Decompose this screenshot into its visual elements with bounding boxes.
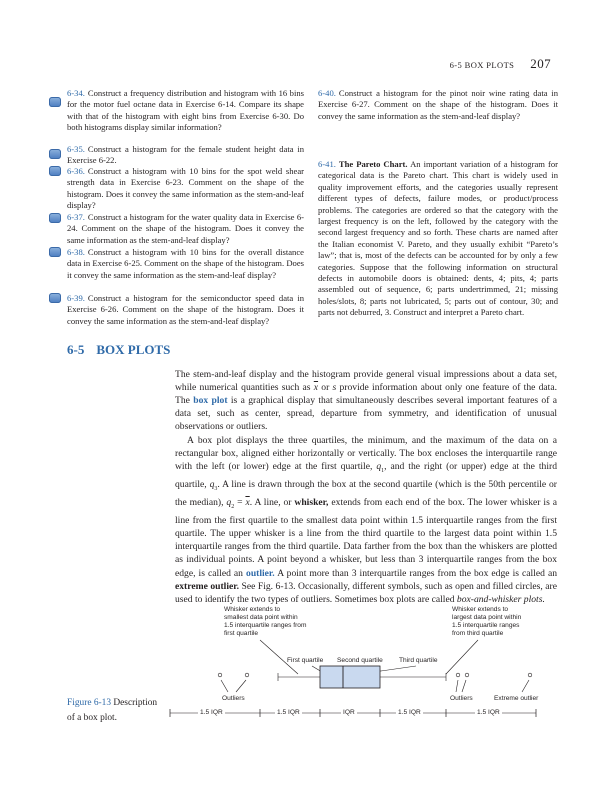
outliers-left-pointer bbox=[236, 680, 246, 692]
second-quartile-label: Second quartile bbox=[337, 657, 383, 664]
body-paragraph-1: The stem-and-leaf display and the histogram provide general visual impressions about a data set, while numerical quantities such as $\overline{x}$ or s provide information about only one feature of the data. The box plot is a graphical display that simultaneously describes several important features of a data set, such as center, spread, departure from symmetry, and identification of unusual observations or outliers. bbox=[175, 369, 558, 433]
extreme-outlier-pointer bbox=[522, 680, 529, 692]
exercise-6-41: 6-41. The Pareto Chart. An important variation of a histogram for categorical data is the Pareto chart. This chart is widely used in quality improvement efforts, and the categories usually represent different types of defects, failure modes, or product/process problems. The categories are ordered so that the category with the largest frequency is on the left, followed by the category with the second largest frequency and so forth. These charts are named after the Italian economist V. Pareto, and they usually exhibit “Pareto’s law”; that is, most of the defects can be accounted for by only a few categories. Suppose that the following information on structural defects in automobile doors is obtained: dents, 4; pits, 4; parts assembled out of sequence, 6; parts undertrimmed, 21; missing holes/slots, 8; parts not lubricated, 5; parts out of contour, 30; and parts not deburred, 3. Construct and interpret a Pareto chart. bbox=[318, 159, 558, 318]
extreme-outlier-label: Extreme outlier bbox=[494, 695, 539, 702]
page-number: 207 bbox=[530, 56, 551, 71]
outlier-point bbox=[465, 673, 469, 677]
term-box-plot: box plot bbox=[193, 395, 228, 407]
term-extreme-outlier: extreme outlier. bbox=[175, 580, 240, 592]
exercise-icon bbox=[49, 293, 61, 303]
first-quartile-label: First quartile bbox=[287, 657, 324, 664]
whisker-right-label: Whisker extends to largest data point within 1.5 interquartile ranges from third quartile bbox=[452, 606, 522, 637]
running-header bbox=[450, 56, 551, 72]
term-outlier: outlier. bbox=[246, 567, 275, 579]
outlier-point bbox=[456, 673, 460, 677]
outliers-left-pointer bbox=[221, 680, 228, 692]
exercise-6-38: 6-38. Construct a histogram with 10 bins for the overall distance data in Exercise 6-25. Comment on the shape of the histogram. Does it convey the same information as the stem-and-leaf display? bbox=[67, 247, 304, 280]
outlier-point bbox=[245, 673, 249, 677]
exercise-6-37: 6-37. Construct a histogram for the water quality data in Exercise 6-24. Comment on the shape of the histogram. Does it convey the same information as the stem-and-leaf display? bbox=[67, 212, 304, 245]
outliers-left-label: Outliers bbox=[222, 695, 245, 702]
exercise-icon bbox=[49, 166, 61, 176]
header-section: 6-5 BOX PLOTS bbox=[449, 60, 515, 70]
exercise-6-39: 6-39. Construct a histogram for the semiconductor speed data in Exercise 6-26. Comment on the shape of the histogram. Does it convey the same information as the stem-and-leaf display? bbox=[67, 293, 304, 326]
exercise-icon bbox=[49, 213, 61, 223]
whisker-left-label: Whisker extends to smallest data point within 1.5 interquartile ranges from first quartile bbox=[224, 606, 307, 637]
extreme-outlier-point bbox=[528, 673, 532, 677]
outliers-right-pointer bbox=[456, 680, 458, 692]
outliers-right-pointer bbox=[462, 680, 466, 692]
outliers-right-label: Outliers bbox=[450, 695, 473, 702]
range-label: 1.5 IQR bbox=[398, 709, 421, 716]
exercise-6-35: 6-35. Construct a histogram for the female student height data in Exercise 6-22. bbox=[67, 144, 304, 166]
whisker-pointer-right bbox=[446, 640, 478, 674]
body-paragraph-2: A box plot displays the three quartiles, the minimum, and the maximum of the data on a rectangular box, aligned either horizontally or vertically. The box encloses the interquartile range with the left (or lower) edge at the first quartile, $q_1$, and the right (or upper) edge at the third quartile, $q_3$. A line is drawn through the box at the second quartile (which is the 50th percentile or the median), $q_2 = \overline{x}$. A line, or whisker, extends from each end of the box. The lower whisker is a line from the first quartile to the smallest data point within 1.5 interquartile ranges from the first quartile. The upper whisker is a line from the third quartile to the largest data point within 1.5 interquartile ranges from the third quartile. Data farther from the box than the whiskers are plotted as individual points. A point beyond a whisker, but less than 3 interquartile ranges from the box edge, is called an outlier. A point more than 3 interquartile ranges from the box edge is called an extreme outlier. See Fig. 6-13. Occasionally, different symbols, such as open and filled circles, are used to identify the two types of outliers. Sometimes box plots are called box-and-whisker plots. bbox=[175, 435, 558, 605]
range-label: 1.5 IQR bbox=[277, 709, 300, 716]
interquartile-box bbox=[320, 666, 380, 688]
exercise-icon bbox=[49, 97, 61, 107]
outlier-point bbox=[218, 673, 222, 677]
exercise-6-34: 6-34. Construct a frequency distribution and histogram with 16 bins for the motor fuel octane data in Exercise 6-14. Compare its shape with that of the histogram with eight bins from Exercise 6-30. Do both histograms display similar information? bbox=[67, 88, 304, 133]
range-label: 1.5 IQR bbox=[200, 709, 223, 716]
exercise-icon bbox=[49, 149, 61, 159]
section-heading: 6-5 BOX PLOTS bbox=[67, 342, 171, 357]
figure-caption: Figure 6-13 Description of a box plot. bbox=[67, 698, 158, 723]
whisker-pointer-left bbox=[260, 640, 298, 674]
range-label: IQR bbox=[343, 709, 355, 716]
range-label: 1.5 IQR bbox=[477, 709, 500, 716]
exercise-6-40: 6-40. Construct a histogram for the pinot noir wine rating data in Exercise 6-27. Comment on the shape of the histogram. Does it convey the same information as the stem-and-leaf display? bbox=[318, 88, 558, 121]
third-quartile-label: Third quartile bbox=[399, 657, 438, 664]
term-whisker: whisker, bbox=[294, 497, 329, 509]
exercise-6-36: 6-36. Construct a histogram with 10 bins for the spot weld shear strength data in Exercise 6-23. Comment on the shape of the histogram. Does it convey the same information as the stem-and-leaf display? bbox=[67, 166, 304, 211]
exercise-icon bbox=[49, 247, 61, 257]
box-plot-diagram bbox=[160, 600, 560, 730]
